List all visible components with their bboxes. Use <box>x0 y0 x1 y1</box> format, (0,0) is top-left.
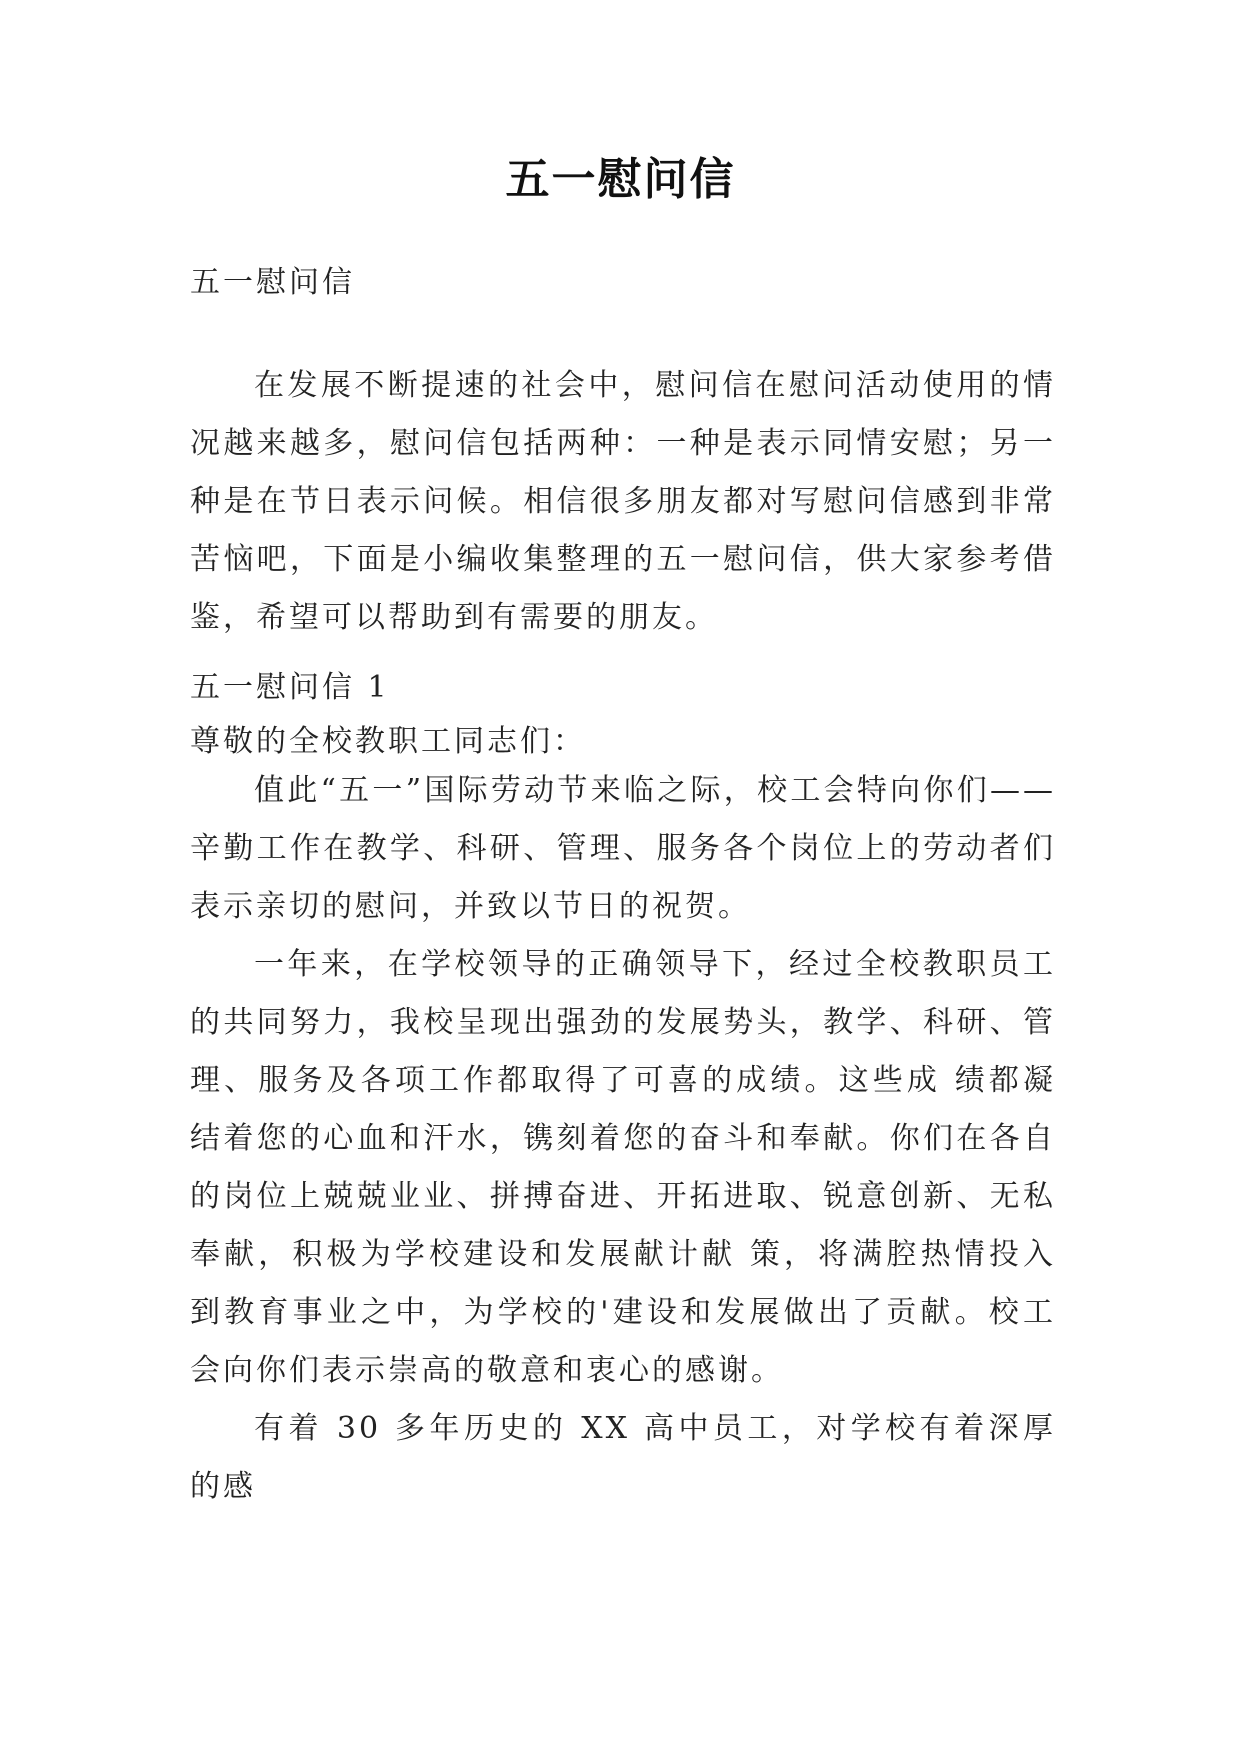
salutation: 尊敬的全校教职工同志们： <box>190 724 586 759</box>
document-title: 五一慰问信 <box>505 154 736 205</box>
letter-paragraph-1: 值此“五一”国际劳动节来临之际，校工会特向你们——辛勤工作在教学、科研、管理、服务各个岗位上的劳动者们表示亲切的慰问，并致以节日的祝贺。 <box>190 773 1056 924</box>
letter-paragraph-3: 有着 30 多年历史的 XX 高中员工，对学校有着深厚的感 <box>190 1411 1056 1504</box>
section-heading: 五一慰问信 1 <box>190 670 390 705</box>
letter-paragraph-2: 一年来，在学校领导的正确领导下，经过全校教职员工的共同努力，我校呈现出强劲的发展势头，教学、科研、管理、服务及各项工作都取得了可喜的成绩。这些成 绩都凝结着您的心血和汗水，镌刻着您的奋斗和奉献。你们在各自的岗位上兢兢业业、拼搏奋进、开拓进取、锐意创新、无私奉献，积极为学校建设和发展献计献 策，将满腔热情投入到教育事业之中，为学校的'建设和发展做出了贡献。校工会向你们表示崇高的敬意和衷心的感谢。 <box>190 947 1056 1388</box>
intro-paragraph: 在发展不断提速的社会中，慰问信在慰问活动使用的情况越来越多，慰问信包括两种：一种是表示同情安慰；另一种是在节日表示问候。相信很多朋友都对写慰问信感到非常苦恼吧，下面是小编收集整理的五一慰问信，供大家参考借鉴，希望可以帮助到有需要的朋友。 <box>190 368 1056 635</box>
document-subtitle: 五一慰问信 <box>190 265 355 300</box>
